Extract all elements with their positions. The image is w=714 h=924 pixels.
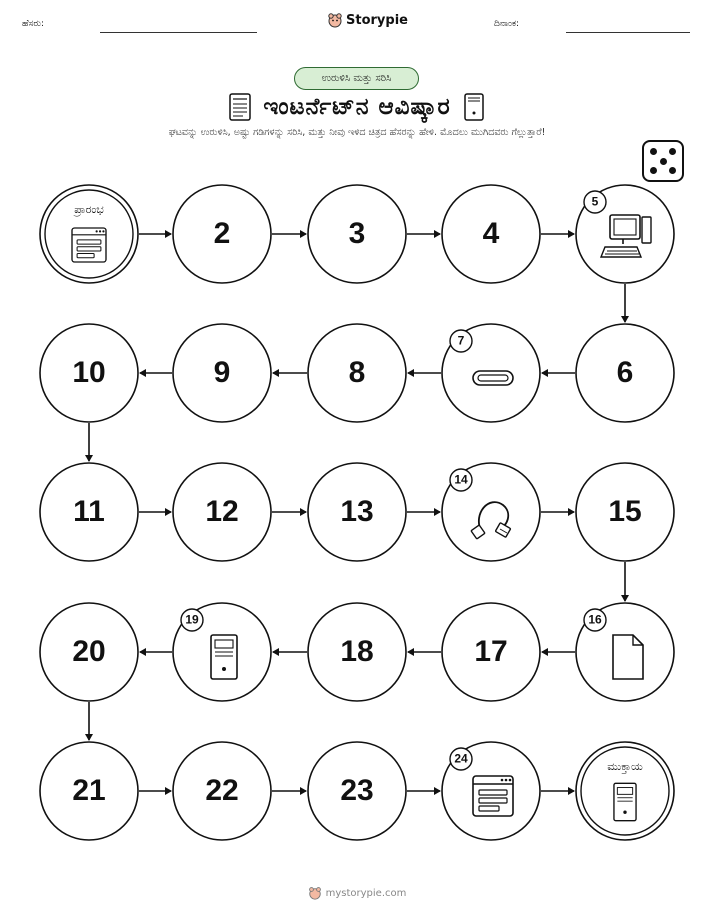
board-space-23 — [308, 742, 406, 840]
document-file-icon — [613, 635, 643, 679]
space-number: 10 — [72, 355, 106, 389]
space-number-badge: 16 — [588, 612, 602, 627]
activity-type-badge: ಉರುಳಿಸಿ ಮತ್ತು ಸರಿಸಿ — [294, 67, 419, 90]
fiber-cable-icon — [473, 371, 513, 385]
storypie-mascot-icon — [308, 886, 322, 900]
space-number: 2 — [213, 216, 231, 250]
space-number: 12 — [205, 494, 239, 528]
space-number: 15 — [608, 494, 642, 528]
space-number: 20 — [72, 634, 106, 668]
browser-window-icon — [473, 776, 513, 816]
board-space-19 — [173, 603, 271, 701]
space-number: 4 — [482, 216, 500, 250]
instructions-text: ಘಟವನ್ನು ಉರುಳಿಸಿ, ಅಷ್ಟು ಗಡಿಗಳನ್ನು ಸರಿಸಿ, ಮತ್ತು ನೀವು ಇಳಿದ ಚಿತ್ರದ ಹೆಸರನ್ನು ಹೇಳಿ. ಮೊದಲು ಮುಗಿದವರು ಗೆಲ್ಲುತ್ತಾರೆ! — [168, 127, 546, 138]
space-number-badge: 14 — [454, 472, 468, 487]
board-space-14 — [442, 463, 540, 561]
brand-name: Storypie — [346, 12, 408, 28]
page-title: ಇಂಟರ್ನೆಟ್‌ನ ಆವಿಷ್ಕಾರ — [263, 94, 451, 120]
board-space-15 — [576, 463, 674, 561]
space-number: 3 — [348, 216, 366, 250]
board-space-16 — [576, 603, 674, 701]
board-space-17 — [442, 603, 540, 701]
space-number-badge: 19 — [185, 612, 199, 627]
finish-label: ಮುಕ್ತಾಯ — [607, 760, 643, 773]
board-space-4 — [442, 185, 540, 283]
space-number: 13 — [340, 494, 374, 528]
board-space-9 — [173, 324, 271, 422]
board-space-8 — [308, 324, 406, 422]
space-number: 11 — [73, 494, 105, 528]
board-space-6 — [576, 324, 674, 422]
space-number: 21 — [72, 773, 106, 807]
board-space-12 — [173, 463, 271, 561]
date-label: ದಿನಾಂಕ: — [494, 19, 520, 29]
space-number-badge: 7 — [457, 333, 465, 348]
board-space-2 — [173, 185, 271, 283]
space-number-badge: 5 — [591, 194, 599, 209]
space-number: 18 — [340, 634, 374, 668]
board-space-22 — [173, 742, 271, 840]
board-space-20 — [40, 603, 138, 701]
space-number: 22 — [205, 773, 239, 807]
footer-url: mystorypie.com — [325, 887, 407, 899]
board-space-3 — [308, 185, 406, 283]
board-space-13 — [308, 463, 406, 561]
space-number: 6 — [616, 355, 634, 389]
board-space-21 — [40, 742, 138, 840]
space-number: 17 — [474, 634, 508, 668]
board-space-10 — [40, 324, 138, 422]
start-label: ಪ್ರಾರಂಭ — [74, 203, 104, 216]
board-space-7 — [442, 324, 540, 422]
server-tower-icon — [614, 783, 636, 820]
space-number: 23 — [340, 773, 374, 807]
footer — [0, 886, 714, 900]
board-space-24 — [442, 742, 540, 840]
board-space-11 — [40, 463, 138, 561]
space-number-badge: 24 — [454, 751, 468, 766]
name-label: ಹೆಸರು: — [22, 19, 45, 29]
browser-window-icon — [72, 228, 106, 262]
board-space-1 — [40, 185, 138, 283]
space-number: 8 — [348, 355, 366, 389]
server-tower-icon — [211, 635, 237, 679]
space-number: 9 — [213, 355, 231, 389]
board-space-18 — [308, 603, 406, 701]
board-space-5 — [576, 185, 674, 283]
board-space-25 — [576, 742, 674, 840]
